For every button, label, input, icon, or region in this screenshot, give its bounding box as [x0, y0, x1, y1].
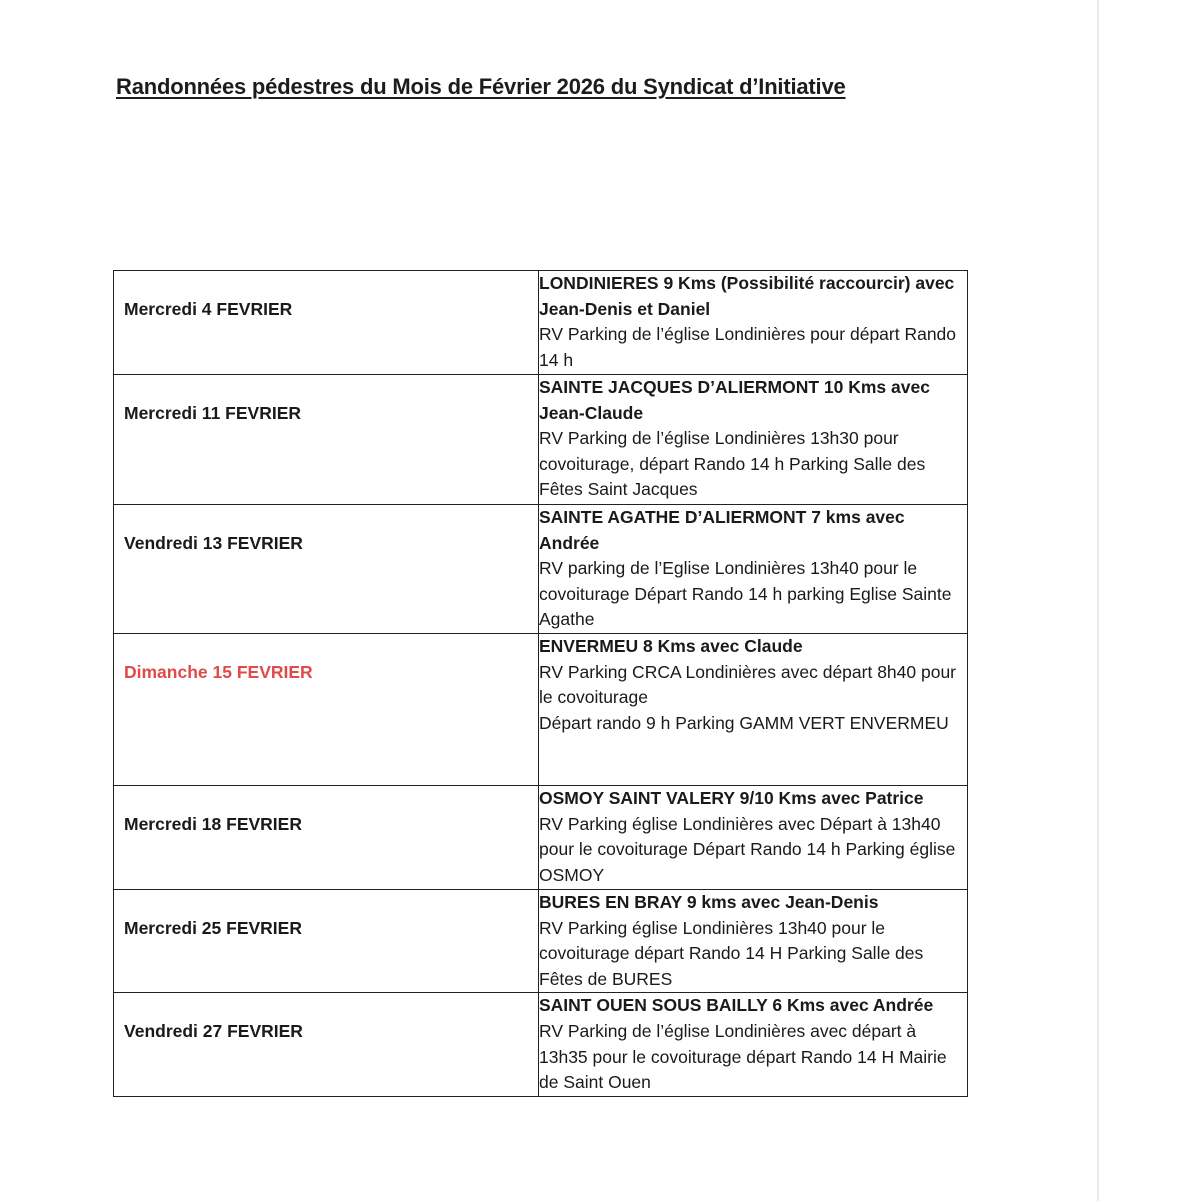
table-row: [114, 271, 968, 375]
hike-details: RV Parking église Londinières avec Départ à 13h40 pour le covoiturage Départ Rando 14 h Parking église OSMOY: [539, 813, 956, 885]
date-cell: [114, 889, 539, 992]
info-cell: [539, 271, 968, 375]
hike-details: RV Parking de l’église Londinières pour départ Rando 14 h: [539, 324, 957, 370]
hike-headline: SAINT OUEN SOUS BAILLY 6 Kms avec Andrée: [539, 995, 934, 1016]
hike-details: RV Parking de l’église Londinières avec départ à 13h35 pour le covoiturage départ Rando 14 H Mairie de Saint Ouen: [539, 1020, 947, 1093]
date-cell: [114, 633, 539, 785]
date-cell: [114, 785, 539, 889]
table-row: [114, 889, 968, 992]
date-cell: [114, 375, 539, 505]
hike-headline: BURES EN BRAY 9 kms avec Jean-Denis: [539, 891, 879, 912]
page-title: Randonnées pédestres du Mois de Février 2026 du Syndicat d’Initiative: [116, 74, 846, 99]
date-cell: [114, 993, 539, 1096]
date-label: Vendredi 27 FEVRIER: [124, 1021, 303, 1042]
info-cell: [539, 785, 968, 889]
date-label: Mercredi 4 FEVRIER: [124, 299, 293, 319]
table-row: [114, 785, 968, 889]
hike-details: RV parking de l’Eglise Londinières 13h40 pour le covoiturage Départ Rando 14 h parking Eglise Sainte Agathe: [539, 558, 952, 630]
hike-details-extra: Départ rando 9 h Parking GAMM VERT ENVERMEU: [539, 712, 949, 733]
info-cell: [539, 633, 968, 785]
hike-headline: SAINTE AGATHE D’ALIERMONT 7 kms avec Andrée: [539, 507, 905, 553]
hike-details: RV Parking église Londinières 13h40 pour le covoiturage départ Rando 14 H Parking Salle des Fêtes de BURES: [539, 917, 924, 989]
table-row: [114, 375, 968, 505]
hike-headline: SAINTE JACQUES D’ALIERMONT 10 Kms avec Jean-Claude: [539, 377, 930, 423]
date-cell: [114, 271, 539, 375]
hike-details: RV Parking de l’église Londinières 13h30 pour covoiturage, départ Rando 14 h Parking Salle des Fêtes Saint Jacques: [539, 428, 926, 500]
date-label: Mercredi 25 FEVRIER: [124, 917, 302, 938]
date-label: Mercredi 11 FEVRIER: [124, 403, 302, 423]
hike-headline: LONDINIERES 9 Kms (Possibilité raccourcir) avec Jean-Denis et Daniel: [539, 273, 955, 319]
info-cell: [539, 889, 968, 992]
info-cell: [539, 505, 968, 634]
date-label: Mercredi 18 FEVRIER: [124, 813, 302, 834]
scan-edge: [1097, 0, 1099, 1201]
hike-details: RV Parking CRCA Londinières avec départ 8h40 pour le covoiturage: [539, 661, 957, 708]
hike-headline: ENVERMEU 8 Kms avec Claude: [539, 635, 803, 656]
schedule-table: [113, 270, 968, 1097]
date-label: Vendredi 13 FEVRIER: [124, 533, 303, 553]
date-label: Dimanche 15 FEVRIER: [124, 661, 313, 682]
info-cell: [539, 993, 968, 1096]
date-cell: [114, 505, 539, 634]
table-row: [114, 505, 968, 634]
hike-headline: OSMOY SAINT VALERY 9/10 Kms avec Patrice: [539, 787, 924, 808]
table-row: [114, 993, 968, 1096]
info-cell: [539, 375, 968, 505]
table-row: [114, 633, 968, 785]
